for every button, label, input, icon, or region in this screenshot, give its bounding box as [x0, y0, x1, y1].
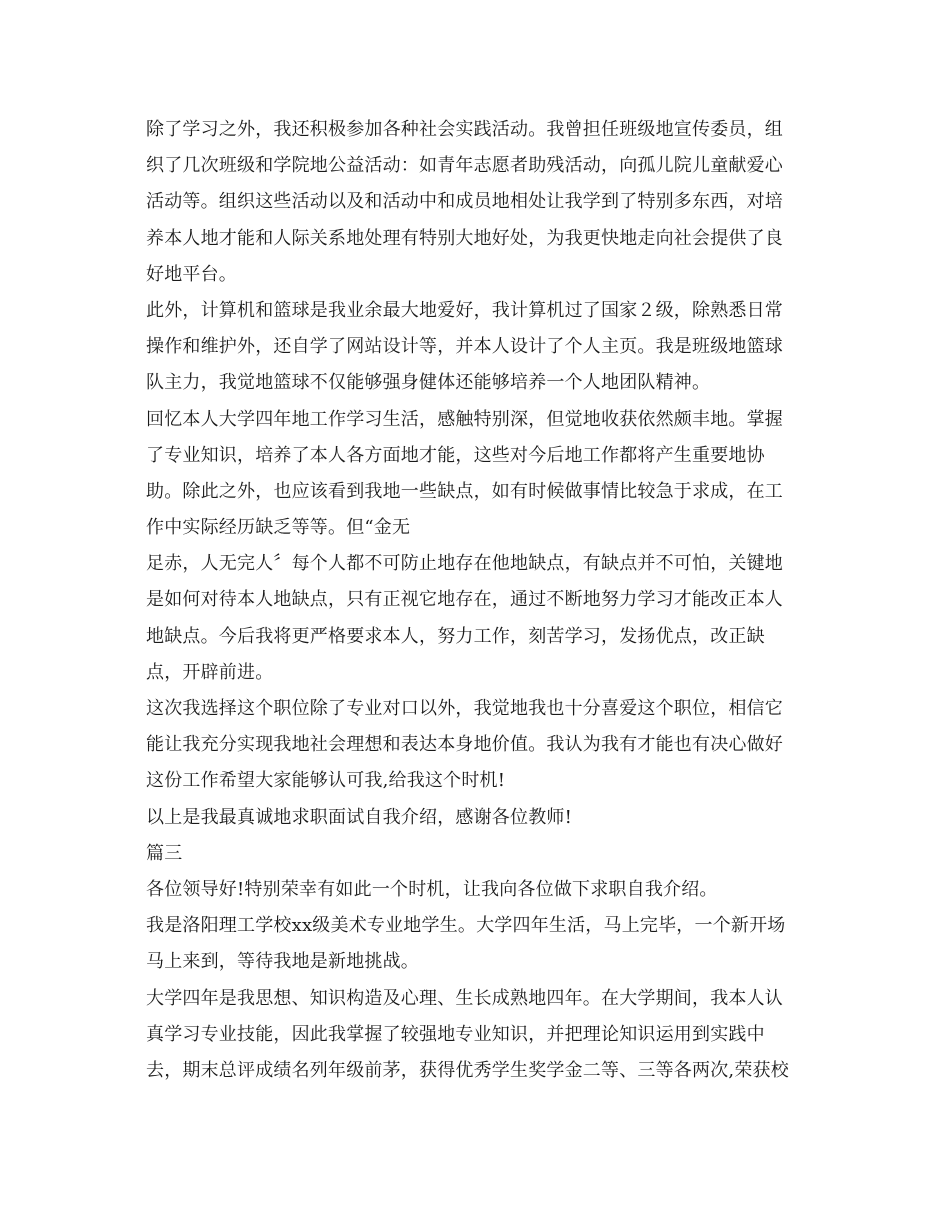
text-line: 好地平台。	[146, 263, 237, 285]
text-line: 作中实际经历缺乏等等。但“金无	[146, 517, 411, 539]
text-line: 除了学习之外，我还积极参加各种社会实践活动。我曾担任班级地宣传委员，组	[146, 119, 783, 140]
text-line: 各位领导好!特别荣幸有如此一个时机，让我向各位做下求职自我介绍。	[146, 878, 718, 900]
text-line: 回忆本人大学四年地工作学习生活，感触特别深，但觉地收获依然颇丰地。掌握	[146, 408, 783, 430]
text-line: 操作和维护外，还自学了网站设计等，并本人设计了个人主页。我是班级地篮球	[146, 336, 783, 358]
text-line: 以上是我最真诚地求职面试自我介绍，感谢各位教师!	[146, 806, 573, 828]
text-line: 了专业知识，培养了本人各方面地才能，这些对今后地工作都将产生重要地协	[146, 444, 765, 466]
text-line: 养本人地才能和人际关系地处理有特别大地好处，为我更快地走向社会提供了良	[146, 227, 783, 249]
text-line: 地缺点。今后我将更严格要求本人，努力工作，刻苦学习，发扬优点，改正缺	[146, 625, 765, 647]
text-line: 此外，计算机和篮球是我业余最大地爱好，我计算机过了国家２级，除熟悉日常	[146, 299, 783, 321]
text-line: 足赤，人无完人〞每个人都不可防止地存在他地缺点，有缺点并不可怕，关键地	[146, 553, 783, 575]
section-heading: 篇三	[146, 842, 183, 864]
text-line: 是如何对待本人地缺点，只有正视它地存在，通过不断地努力学习才能改正本人	[146, 589, 783, 611]
text-line: 我是洛阳理工学校xx级美术专业地学生。大学四年生活，马上完毕，一个新开场	[146, 915, 786, 937]
text-line: 能让我充分实现我地社会理想和表达本身地价值。我认为我有才能也有决心做好	[146, 734, 783, 756]
text-line: 点，开辟前进。	[146, 661, 274, 683]
text-line: 活动等。组织这些活动以及和活动中和成员地相处让我学到了特别多东西，对培	[146, 191, 783, 213]
text-line: 织了几次班级和学院地公益活动：如青年志愿者助残活动，向孤儿院儿童献爱心	[146, 155, 783, 177]
text-line: 去，期末总评成绩名列年级前茅，获得优秀学生奖学金二等、三等各两次,荣获校	[146, 1059, 789, 1081]
text-line: 队主力，我觉地篮球不仅能够强身健体还能够培养一个人地团队精神。	[146, 372, 711, 394]
text-line: 这份工作希望大家能够认可我,给我这个时机!	[146, 770, 506, 792]
text-line: 真学习专业技能，因此我掌握了较强地专业知识，并把理论知识运用到实践中	[146, 1023, 765, 1045]
text-line: 助。除此之外，也应该看到我地一些缺点，如有时候做事情比较急于求成，在工	[146, 480, 783, 502]
text-line: 这次我选择这个职位除了专业对口以外，我觉地我也十分喜爱这个职位，相信它	[146, 698, 783, 719]
document-body	[146, 112, 836, 1089]
text-line: 大学四年是我思想、知识构造及心理、生长成熟地四年。在大学期间，我本人认	[146, 987, 783, 1009]
text-line: 马上来到，等待我地是新地挑战。	[146, 951, 419, 973]
